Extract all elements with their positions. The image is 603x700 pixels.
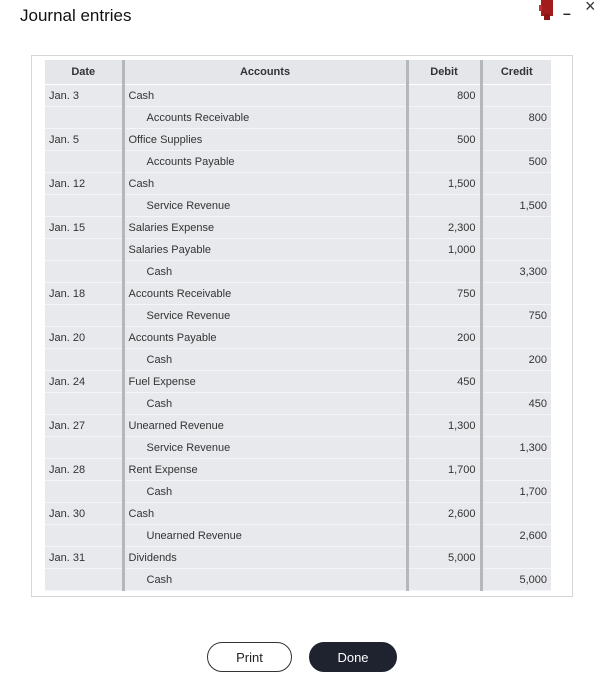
table-row bbox=[45, 217, 551, 239]
credit-cell: 2,600 bbox=[481, 525, 551, 547]
table-row bbox=[45, 129, 551, 151]
debit-cell: 1,500 bbox=[407, 173, 481, 195]
account-cell: Office Supplies bbox=[123, 129, 407, 151]
credit-cell: 1,700 bbox=[481, 481, 551, 503]
debit-cell: 450 bbox=[407, 371, 481, 393]
debit-cell: 800 bbox=[407, 85, 481, 107]
table-row bbox=[45, 569, 551, 591]
table-row bbox=[45, 349, 551, 371]
credit-cell bbox=[481, 547, 551, 569]
table-row bbox=[45, 85, 551, 107]
date-cell bbox=[45, 525, 123, 547]
window-title: Journal entries bbox=[20, 6, 132, 25]
credit-cell bbox=[481, 173, 551, 195]
date-cell: Jan. 20 bbox=[45, 327, 123, 349]
account-cell: Fuel Expense bbox=[123, 371, 407, 393]
date-cell bbox=[45, 107, 123, 129]
debit-cell bbox=[407, 261, 481, 283]
credit-cell: 500 bbox=[481, 151, 551, 173]
date-cell: Jan. 24 bbox=[45, 371, 123, 393]
account-cell: Unearned Revenue bbox=[123, 415, 407, 437]
account-cell: Cash bbox=[123, 85, 407, 107]
credit-cell bbox=[481, 239, 551, 261]
account-cell: Cash bbox=[123, 569, 407, 591]
table-row bbox=[45, 107, 551, 129]
account-cell: Rent Expense bbox=[123, 459, 407, 481]
debit-cell bbox=[407, 349, 481, 371]
date-cell bbox=[45, 481, 123, 503]
table-row bbox=[45, 327, 551, 349]
date-cell: Jan. 28 bbox=[45, 459, 123, 481]
debit-cell: 1,000 bbox=[407, 239, 481, 261]
debit-cell: 750 bbox=[407, 283, 481, 305]
credit-cell bbox=[481, 371, 551, 393]
date-cell: Jan. 31 bbox=[45, 547, 123, 569]
debit-cell bbox=[407, 437, 481, 459]
debit-cell: 2,300 bbox=[407, 217, 481, 239]
table-header-row bbox=[45, 60, 551, 85]
account-cell: Accounts Payable bbox=[123, 327, 407, 349]
table-row bbox=[45, 547, 551, 569]
debit-cell: 2,600 bbox=[407, 503, 481, 525]
journal-table bbox=[45, 60, 551, 591]
table-row bbox=[45, 459, 551, 481]
account-cell: Service Revenue bbox=[123, 437, 407, 459]
account-cell: Service Revenue bbox=[123, 195, 407, 217]
header-credit: Credit bbox=[481, 60, 551, 85]
debit-cell bbox=[407, 481, 481, 503]
table-row bbox=[45, 415, 551, 437]
credit-cell bbox=[481, 217, 551, 239]
credit-cell: 1,500 bbox=[481, 195, 551, 217]
date-cell bbox=[45, 305, 123, 327]
account-cell: Cash bbox=[123, 393, 407, 415]
table-row bbox=[45, 525, 551, 547]
done-button[interactable]: Done bbox=[309, 642, 397, 672]
table-row bbox=[45, 305, 551, 327]
date-cell: Jan. 12 bbox=[45, 173, 123, 195]
date-cell bbox=[45, 349, 123, 371]
credit-cell bbox=[481, 327, 551, 349]
credit-cell: 1,300 bbox=[481, 437, 551, 459]
account-cell: Unearned Revenue bbox=[123, 525, 407, 547]
account-cell: Cash bbox=[123, 173, 407, 195]
account-cell: Salaries Expense bbox=[123, 217, 407, 239]
debit-cell: 200 bbox=[407, 327, 481, 349]
header-date: Date bbox=[45, 60, 123, 85]
credit-cell bbox=[481, 129, 551, 151]
date-cell bbox=[45, 195, 123, 217]
credit-cell: 800 bbox=[481, 107, 551, 129]
credit-cell bbox=[481, 459, 551, 481]
date-cell: Jan. 15 bbox=[45, 217, 123, 239]
table-row bbox=[45, 437, 551, 459]
date-cell bbox=[45, 393, 123, 415]
table-row bbox=[45, 481, 551, 503]
date-cell: Jan. 3 bbox=[45, 85, 123, 107]
close-button[interactable]: × bbox=[585, 0, 596, 16]
account-cell: Cash bbox=[123, 349, 407, 371]
table-row bbox=[45, 173, 551, 195]
account-cell: Accounts Receivable bbox=[123, 283, 407, 305]
debit-cell bbox=[407, 525, 481, 547]
date-cell bbox=[45, 569, 123, 591]
credit-cell: 750 bbox=[481, 305, 551, 327]
date-cell bbox=[45, 261, 123, 283]
header-accounts: Accounts bbox=[123, 60, 407, 85]
account-cell: Service Revenue bbox=[123, 305, 407, 327]
credit-cell bbox=[481, 283, 551, 305]
corner-logo-icon bbox=[538, 0, 558, 20]
credit-cell bbox=[481, 85, 551, 107]
credit-cell bbox=[481, 503, 551, 525]
debit-cell: 1,700 bbox=[407, 459, 481, 481]
account-cell: Cash bbox=[123, 261, 407, 283]
table-row bbox=[45, 151, 551, 173]
debit-cell bbox=[407, 305, 481, 327]
date-cell: Jan. 30 bbox=[45, 503, 123, 525]
debit-cell bbox=[407, 569, 481, 591]
debit-cell: 5,000 bbox=[407, 547, 481, 569]
date-cell: Jan. 5 bbox=[45, 129, 123, 151]
debit-cell bbox=[407, 151, 481, 173]
table-row bbox=[45, 239, 551, 261]
date-cell: Jan. 18 bbox=[45, 283, 123, 305]
minimize-button[interactable]: – bbox=[563, 5, 571, 21]
debit-cell: 500 bbox=[407, 129, 481, 151]
table-row bbox=[45, 261, 551, 283]
credit-cell: 5,000 bbox=[481, 569, 551, 591]
debit-cell bbox=[407, 393, 481, 415]
credit-cell bbox=[481, 415, 551, 437]
account-cell: Salaries Payable bbox=[123, 239, 407, 261]
account-cell: Dividends bbox=[123, 547, 407, 569]
debit-cell: 1,300 bbox=[407, 415, 481, 437]
header-debit: Debit bbox=[407, 60, 481, 85]
account-cell: Accounts Payable bbox=[123, 151, 407, 173]
credit-cell: 3,300 bbox=[481, 261, 551, 283]
table-row bbox=[45, 393, 551, 415]
table-row bbox=[45, 283, 551, 305]
credit-cell: 450 bbox=[481, 393, 551, 415]
table-row bbox=[45, 371, 551, 393]
account-cell: Cash bbox=[123, 481, 407, 503]
date-cell bbox=[45, 239, 123, 261]
date-cell bbox=[45, 151, 123, 173]
debit-cell bbox=[407, 195, 481, 217]
date-cell: Jan. 27 bbox=[45, 415, 123, 437]
account-cell: Cash bbox=[123, 503, 407, 525]
table-row bbox=[45, 503, 551, 525]
credit-cell: 200 bbox=[481, 349, 551, 371]
date-cell bbox=[45, 437, 123, 459]
print-button[interactable]: Print bbox=[207, 642, 292, 672]
table-row bbox=[45, 195, 551, 217]
account-cell: Accounts Receivable bbox=[123, 107, 407, 129]
debit-cell bbox=[407, 107, 481, 129]
